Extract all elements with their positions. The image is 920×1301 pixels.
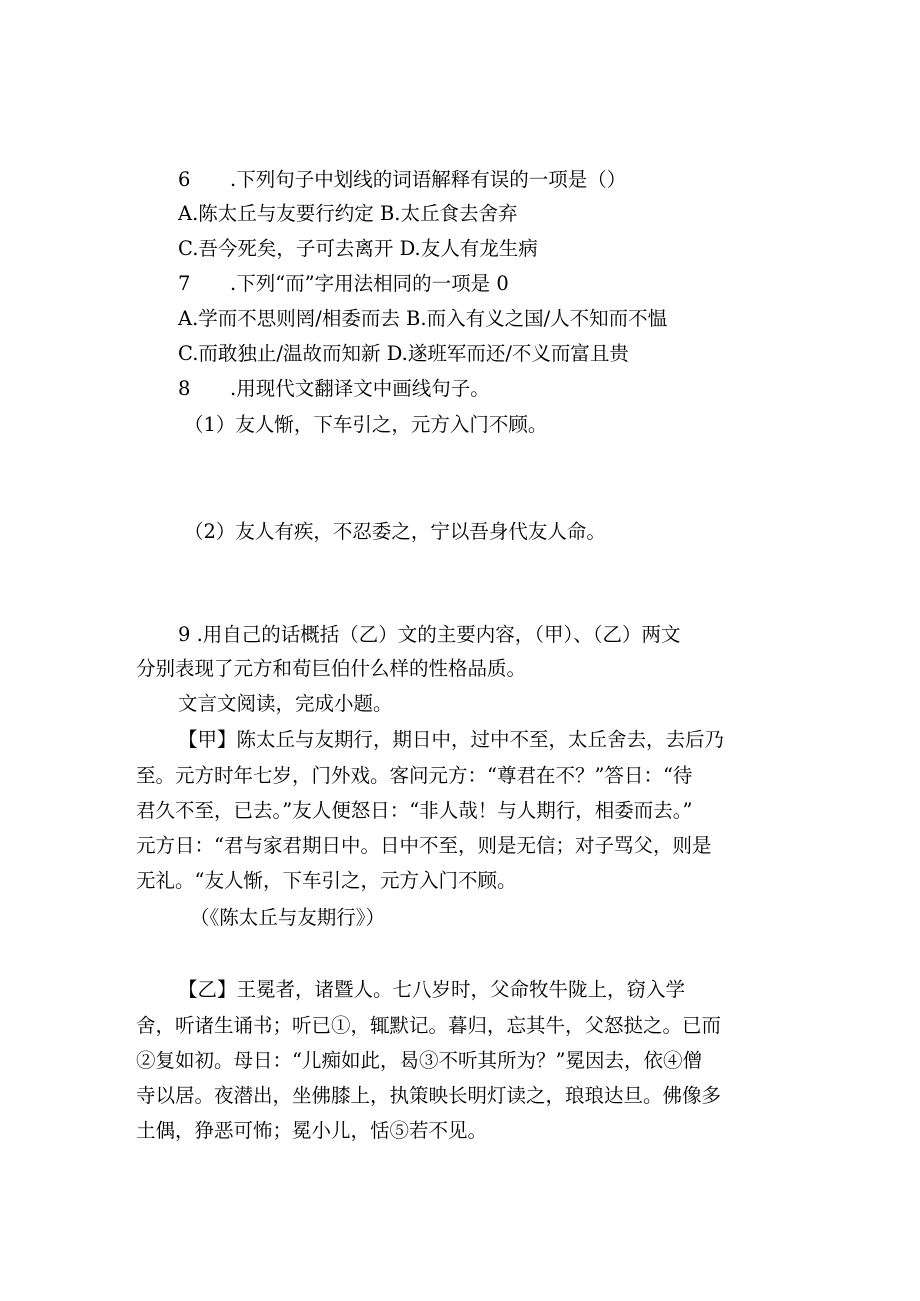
passage-yi-line-1: 【乙】王冕者，诸暨人。七八岁时，父命牧牛陇上，窃入学 bbox=[178, 978, 686, 1001]
passage-jia-line-4: 元方日：“君与家君期日中。日中不至，则是无信；对子骂父，则是 bbox=[136, 834, 712, 857]
q8-sentence-2: （2）友人有疾，不忍委之，宁以吾身代友人命。 bbox=[184, 520, 606, 543]
passage-yi-line-4: 寺以居。夜潜出，坐佛膝上，执策映长明灯读之，琅琅达旦。佛像多 bbox=[136, 1084, 722, 1107]
q6-options-cd: C.吾今死矣，子可去离开 D.友人有龙生病 bbox=[178, 237, 538, 260]
passage-jia-line-1: 【甲】陈太丘与友期行，期日中，过中不至，太丘舍去，去后乃 bbox=[178, 728, 725, 751]
q7-options-cd: C.而敢独止/温故而知新 D.遂班军而还/不义而富且贵 bbox=[178, 342, 629, 365]
q6-stem: .下列句子中划线的词语解释有误的一项是（） bbox=[230, 168, 627, 191]
passage-yi-line-5: 土偶，狰恶可怖；冕小儿，恬⑤若不见。 bbox=[136, 1119, 488, 1142]
passage-jia-line-5: 无礼。“友人惭，下车引之，元方入门不顾。 bbox=[136, 869, 517, 892]
q8-stem-line bbox=[178, 377, 490, 401]
q7-options-ab: A.学而不思则罔/相委而去 B.而入有义之国/人不知而不愠 bbox=[178, 307, 668, 330]
q8-number: 8 bbox=[178, 377, 191, 400]
q7-stem: .下列“而”字用法相同的一项是 0 bbox=[230, 272, 509, 295]
q8-stem: .用现代文翻译文中画线句子。 bbox=[230, 377, 490, 400]
q7-stem-line bbox=[178, 272, 509, 296]
passage-yi-line-3: ②复如初。母日：“儿痴如此，曷③不听其所为？”冕因去，依④僧 bbox=[136, 1049, 702, 1072]
q7-number: 7 bbox=[178, 272, 191, 295]
passage-jia-line-2: 至。元方时年七岁，门外戏。客问元方：“尊君在不？”答日：“待 bbox=[136, 764, 693, 787]
q9-line-2: 分别表现了元方和荀巨伯什么样的性格品质。 bbox=[136, 657, 527, 680]
q6-options-ab: A.陈太丘与友要行约定 B.太丘食去舍弃 bbox=[178, 202, 518, 225]
section-title: 文言文阅读，完成小题。 bbox=[178, 692, 393, 715]
q8-sentence-1: （1）友人惭，下车引之，元方入门不顾。 bbox=[184, 413, 548, 436]
q6-number: 6 bbox=[178, 168, 191, 191]
passage-jia-source: （《陈太丘与友期行》） bbox=[190, 906, 386, 929]
passage-yi-line-2: 舍，听诸生诵书；听已①，辄默记。暮归，忘其牛，父怒挞之。已而 bbox=[136, 1014, 722, 1037]
q9-line-1: 9 .用自己的话概括（乙）文的主要内容，（甲）、（乙）两文 bbox=[178, 623, 681, 646]
q6-stem-line bbox=[178, 168, 626, 192]
passage-jia-line-3: 君久不至，已去。”友人便怒日：“非人哉！与人期行，相委而去。” bbox=[136, 799, 693, 822]
